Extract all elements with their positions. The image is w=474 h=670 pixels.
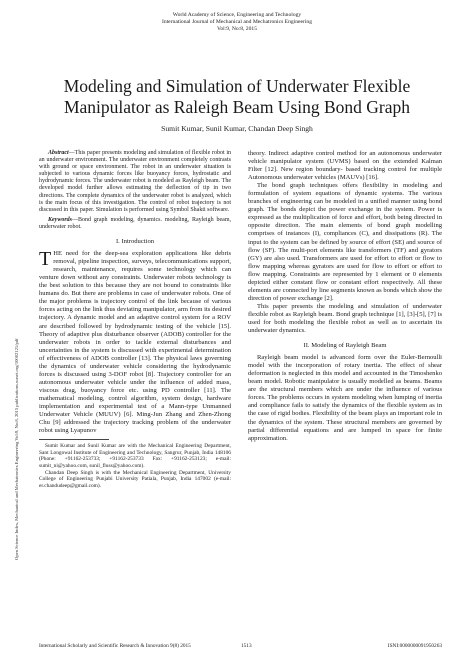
journal-volume: Vol:9, No:8, 2015: [217, 26, 257, 32]
journal-name: World Academy of Science, Engineering and Technology: [172, 12, 302, 18]
right-column: [248, 150, 442, 443]
keywords-label: Keywords: [48, 216, 72, 223]
intro-paragraph: [39, 250, 231, 435]
abstract-text: —This paper presents modeling and simulation of flexible robot in an underwater environment. The underwater environment completely contrasts with ground or space environment. The robot in an underwater situation is subjected to various dynamic forces like buoyancy forces, hydrostatic and hydrodynamic forces. The underwater robot is modeled as Rayleigh beam. The developed model further allows estimating the deflection of tip in two directions. The complete dynamics of the underwater robot is analyzed, which is the main focus of this investigation. The control of robot trajectory is not discussed in this paper. Simulation is performed using Symbol Shakti software.: [39, 150, 231, 213]
intro-text: HE need for the deep-sea exploration applications like debris removal, pipeline inspection, surveys, telecommunications support, research, maintenance, requires some technology which can venture down without any constraints. Underwater robots technology is the best solution to this because they are not bound to constraints like humans do. But there are problems in case of underwater robots. One of the major problems is trajectory control of the link because of various forces acting on the link thus deviating manipulator, arm from its desired trajectory. A dynamic model and an adaptive control system for a ROV are described followed by hydrodynamic testing of the vehicle [15]. Theory of adaptive plus disturbance observer (ADOB) controller for the underwater robots in order to tackle external disturbances and uncertainties in the system is discussed with experimental determination of effectiveness of ADOB controller [13]. The physical laws governing the dynamics of underwater vehicle considering the hydrodynamic forces is discussed using 3-DOF robot [8]. Trajectory controller for an autonomous underwater vehicle under the influence of added mass, viscous drag, buoyancy force etc. using PD controller [11]. The mathematical modeling, control algorithm, system design, hardware implementation and experimental test of a Mann-type Unmanned Underwater Vehicle (MUUV) [6]. Ming-Jun Zhang and Zhen-Zhong Chu [9] addressed the trajectory tracking problem of the underwater robot using Lyapunov: [39, 250, 231, 435]
footer-publisher: International Scholarly and Scientific Research & Innovation 9(8) 2015: [39, 643, 191, 649]
keywords-text: —Bond graph modeling, dynamics. modeling, Rayleigh beam, underwater robot.: [39, 216, 231, 230]
footnote-authors-1: Sumit Kumar and Sunil Kumar are with the Mechanical Engineering Department, Sant Longowal Institute of Engineering and Technology, Sangrur, Punjab, India 148106 (Phone: +91162-253733; +91162-253733 Fax: +91162-253123; e-mail: sumit_ni@yahoo.com, sunil_fluss@yahoo.com).: [39, 443, 231, 469]
abstract: [39, 150, 231, 214]
abstract-label: Abstract: [48, 150, 69, 156]
drop-cap: T: [39, 248, 52, 271]
section-heading-rayleigh: II. Modeling of Rayleigh Beam: [303, 342, 387, 350]
section-heading-introduction: I. Introduction: [115, 238, 155, 246]
page-number: 1513: [241, 643, 252, 649]
journal-header: [0, 12, 474, 33]
footnote-divider: [39, 439, 109, 440]
bond-graph-paragraph: The bond graph techniques offers flexibility in modeling and formulation of system equations of dynamic systems. The various branches of engineering can be modeled in a unified manner using bond graph. The bonds depict the power exchange in the system. Power is expressed as the multiplication of force and effort, both being directed in opposite direction. The main elements of bond graph modelling comprises of instances (I), compliances (C), and dissipations (R). The input to the system can be defined by source of effort (SE) and source of flow (SF). The multi-port elements like transformers (TF) and gyrators (GY) are also used. Transformers are used for effort to effort or flow to flow mapping whereas gyrators are used for flow to effort or effort to flow mapping. Constraints are represented by 1 element or 0 elements depicted either constant flow or constant effort respectively. All these elements are connected by line segments known as bonds which show the direction of power exchange [2].: [248, 182, 442, 302]
paper-scope-paragraph: This paper presents the modeling and simulation of underwater flexible robot as Rayleigh beam. Bond graph technique [1], [3]-[5], [7] is used for both modeling the flexible robot as well as to ascertain its underwater dynamics.: [248, 302, 442, 335]
sidebar-text: Open Science Index, Mechanical and Mechatronics Engineering Vol:9, No:8, 2015 publications.waset.org/10002121/pdf: [14, 338, 19, 560]
paper-title: Modeling and Simulation of Underwater Flexible Manipulator as Raleigh Beam Using Bond Graph: [63, 76, 411, 117]
paper-authors: Sumit Kumar, Sunil Kumar, Chandan Deep Singh: [161, 124, 313, 133]
keywords: [39, 217, 231, 231]
rayleigh-paragraph: Rayleigh beam model is advanced form over the Euler-Bernoulli model with the incorporation of rotary inertia. The effect of shear deformation is neglected in this model and accounted in the Timoshenko beam model. Robotic manipulator is usually modelled as beams. Beams are the structural members which are under the influence of various forces. The problems occurs in system modeling when lumping of inertia and compliance fails to satisfy the dynamics of the flexible system as in the case of rigid bodies. Flexibility of the beam plays an important role in the dynamics of the system. These structural members are governed by partial differential equations and are lumped in space for finite approximation.: [248, 354, 442, 442]
right-paragraph-1: theory. Indirect adaptive control method for an autonomous underwater vehicle manipulator system (UVMS) based on the extended Kalman Filter [12]. New region boundary- based tracking control for multiple Autonomous underwater vehicles (MAUVs) [16].: [248, 150, 442, 182]
sidebar-watermark: [14, 338, 23, 561]
footnote-authors-2: Chandan Deep Singh is with the Mechanical Engineering Department, University College of Engineering Punjabi University Patiala, Punjab, India 147002 (e-mail: er.chandudeep@gmail.com).: [39, 469, 231, 489]
footer-isni: ISNI:0000000091950263: [387, 643, 442, 649]
left-column: [39, 150, 231, 489]
journal-subtitle: International Journal of Mechanical and Mechatronics Engineering: [161, 19, 313, 25]
